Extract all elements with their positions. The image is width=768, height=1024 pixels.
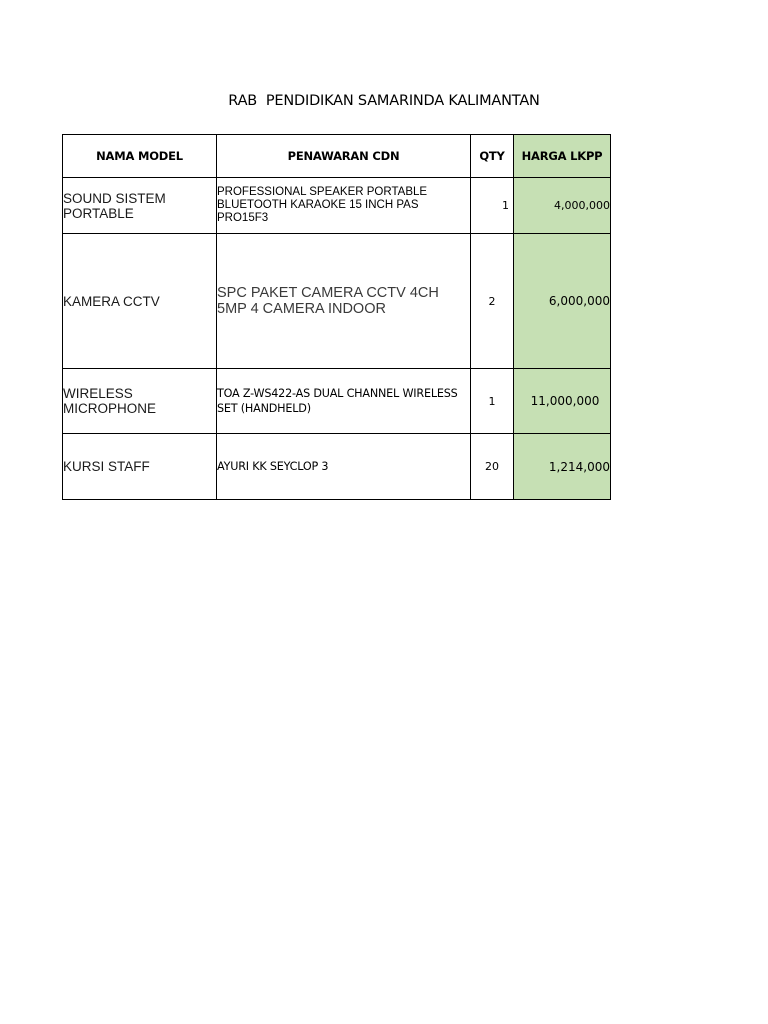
cell-qty: 20 (471, 434, 514, 500)
cell-qty: 2 (471, 234, 514, 369)
header-penawaran-cdn: PENAWARAN CDN (217, 135, 471, 178)
header-qty: QTY (471, 135, 514, 178)
cell-penawaran: PROFESSIONAL SPEAKER PORTABLE BLUETOOTH KARAOKE 15 INCH PAS PRO15F3 (217, 178, 471, 234)
table-row (63, 434, 611, 500)
document-title: RAB PENDIDIKAN SAMARINDA KALIMANTAN (228, 93, 540, 109)
cell-nama-model: KAMERA CCTV (63, 234, 217, 369)
rab-table (62, 134, 611, 500)
table-row (63, 369, 611, 434)
cell-penawaran: TOA Z-WS422-AS DUAL CHANNEL WIRELESS SET (HANDHELD) (217, 369, 471, 434)
cell-qty: 1 (471, 178, 514, 234)
cell-harga: 4,000,000 (514, 178, 611, 234)
cell-harga: 11,000,000 (514, 369, 611, 434)
cell-qty: 1 (471, 369, 514, 434)
table-row (63, 178, 611, 234)
header-nama-model: NAMA MODEL (63, 135, 217, 178)
table-header-row (63, 135, 611, 178)
table-row (63, 234, 611, 369)
header-harga-lkpp: HARGA LKPP (514, 135, 611, 178)
cell-nama-model: WIRELESS MICROPHONE (63, 369, 217, 434)
cell-penawaran: AYURI KK SEYCLOP 3 (217, 434, 471, 500)
cell-harga: 6,000,000 (514, 234, 611, 369)
cell-nama-model: KURSI STAFF (63, 434, 217, 500)
cell-nama-model: SOUND SISTEM PORTABLE (63, 178, 217, 234)
cell-harga: 1,214,000 (514, 434, 611, 500)
cell-penawaran: SPC PAKET CAMERA CCTV 4CH 5MP 4 CAMERA INDOOR (217, 234, 471, 369)
